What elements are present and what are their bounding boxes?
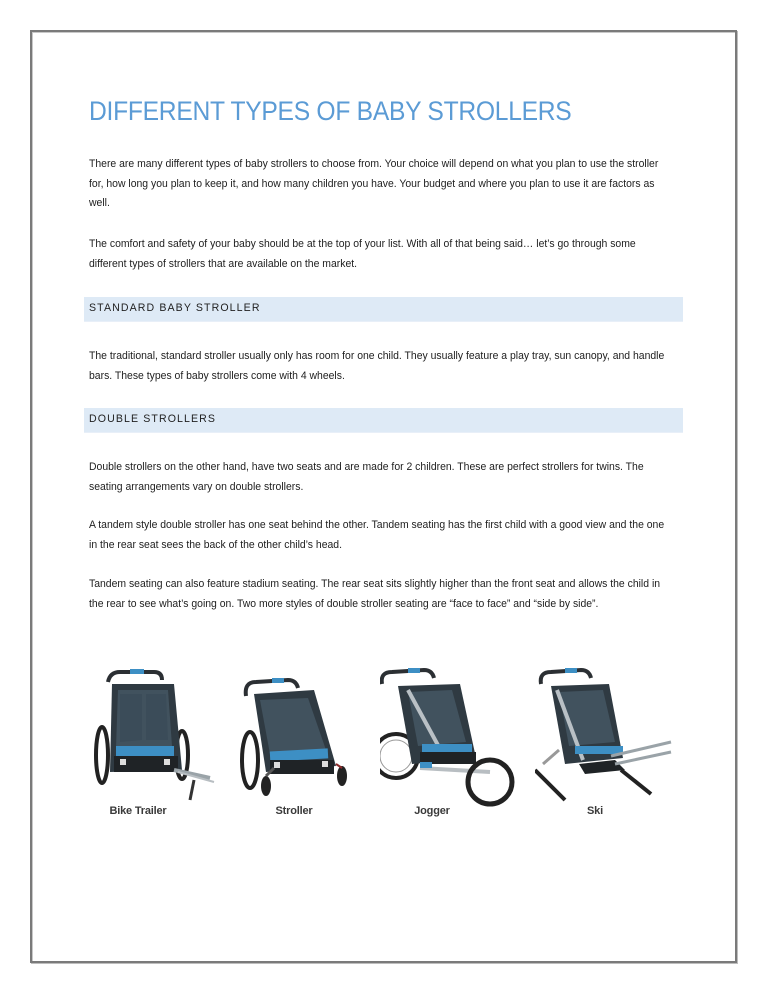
figure-label: Ski xyxy=(587,805,603,817)
intro-paragraph-2: The comfort and safety of your baby should be at the top of your list. With all of that being said… let’s go through some different types of strollers that are available on the market. xyxy=(89,238,636,270)
figure-item-ski xyxy=(535,655,675,830)
figure-label: Stroller xyxy=(275,805,313,817)
section-heading-double xyxy=(84,408,683,433)
stroller-types-figure xyxy=(90,655,680,830)
section-heading-label: DOUBLE STROLLERS xyxy=(89,413,217,425)
double-stroller-paragraph-2: A tandem style double stroller has one seat behind the other. Tandem seating has the first child with a good view and the one in the rear seat sees the back of the other child’s head. xyxy=(89,519,665,551)
figure-item-stroller xyxy=(238,655,378,830)
figure-item-jogger xyxy=(380,655,520,830)
section-heading-label: STANDARD BABY STROLLER xyxy=(89,302,261,314)
bike-trailer-stroller-image xyxy=(90,660,230,810)
jogger-stroller-image xyxy=(380,660,520,810)
standard-stroller-paragraph: The traditional, standard stroller usually only has room for one child. They usually feature a play tray, sun canopy, and handle bars. These types of baby strollers come with 4 wheels. xyxy=(89,350,665,382)
double-stroller-paragraph-1: Double strollers on the other hand, have two seats and are made for 2 children. These are perfect strollers for twins. The seating arrangements vary on double strollers. xyxy=(89,461,644,493)
figure-item-bike-trailer xyxy=(90,655,230,830)
stroller-image xyxy=(238,660,378,810)
intro-paragraph-1: There are many different types of baby strollers to choose from. Your choice will depend on what you plan to use the stroller for, how long you plan to keep it, and how many children you have. Your budget and where you plan to use it are factors as well. xyxy=(89,158,659,210)
section-heading-standard xyxy=(84,297,683,322)
page-title: DIFFERENT TYPES OF BABY STROLLERS xyxy=(89,96,572,126)
double-stroller-paragraph-3: Tandem seating can also feature stadium seating. The rear seat sits slightly higher than the front seat and allows the child in the rear to see what’s going on. Two more styles of double stroller seating are “face to face” and “side by side”. xyxy=(89,578,661,610)
figure-label: Bike Trailer xyxy=(109,805,167,817)
ski-stroller-image xyxy=(535,660,675,810)
figure-label: Jogger xyxy=(414,805,450,817)
